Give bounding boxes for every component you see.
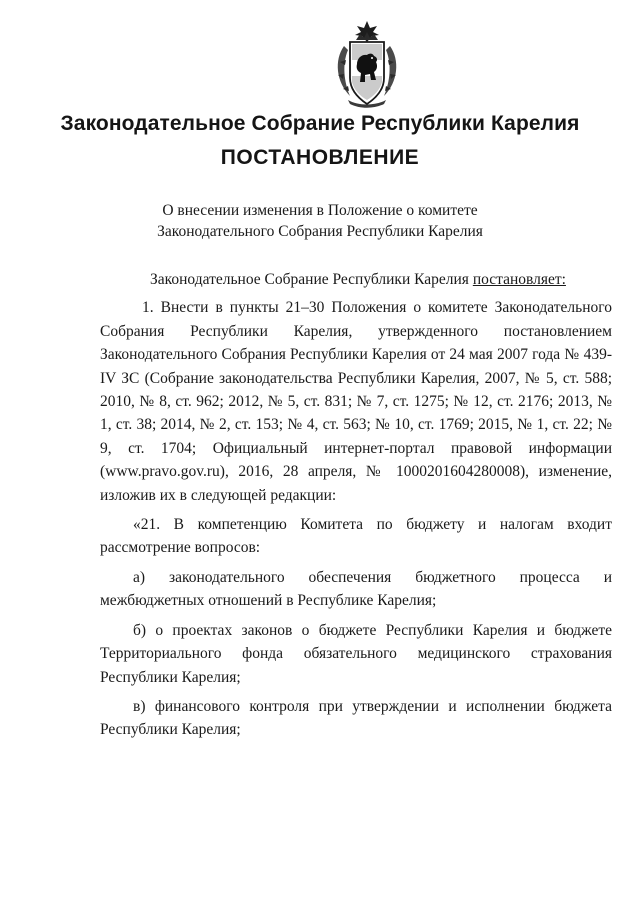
subject-line-1: О внесении изменения в Положение о комитете bbox=[162, 202, 478, 219]
document-body bbox=[100, 268, 612, 742]
preamble-verb: постановляет: bbox=[472, 271, 566, 288]
subject-line-2: Законодательного Собрания Республики Карелия bbox=[157, 223, 483, 240]
point-21-paragraph: «21. В компетенцию Комитета по бюджету и налогам входит рассмотрение вопросов: bbox=[100, 516, 612, 557]
document-subject bbox=[0, 200, 640, 242]
item-a-paragraph: а) законодательного обеспечения бюджетного процесса и межбюджетных отношений в Республике Карелия; bbox=[100, 568, 612, 610]
karelia-coat-of-arms-icon bbox=[330, 20, 404, 108]
preamble-text: Законодательное Собрание Республики Карелия bbox=[150, 271, 473, 288]
item-v-paragraph: в) финансового контроля при утверждении и исполнении бюджета Республики Карелия; bbox=[100, 697, 612, 739]
item-b-paragraph: б) о проектах законов о бюджете Республики Карелия и бюджете Территориального фонда обязательного медицинского страхования Республики Карелия; bbox=[100, 621, 612, 686]
organization-title: Законодательное Собрание Республики Карелия bbox=[60, 112, 580, 135]
document-type-heading: ПОСТАНОВЛЕНИЕ bbox=[220, 146, 420, 169]
clause-1-paragraph: 1. Внести в пункты 21–30 Положения о комитете Законодательного Собрания Республики Карелия, утвержденного постановлением Законодательного Собрания Республики Карелия от 24 мая 2007 года № 439-IV ЗС (Собрание законодательства Республики Карелия, 2007, № 5, ст. 588; 2010, № 8, ст. 962; 2012, № 5, ст. 831; № 7, ст. 1275; № 12, ст. 2176; 2013, № 1, ст. 38; 2014, № 2, ст. 153; № 4, ст. 563; № 10, ст. 1769; 2015, № 1, ст. 22; № 9, ст. 1704; Официальный интернет-портал правовой информации (www.pravo.gov.ru), 2016, 28 апреля, № 1000201604280008), изменение, изложив их в следующей редакции: bbox=[100, 299, 612, 504]
preamble-paragraph bbox=[100, 268, 612, 291]
